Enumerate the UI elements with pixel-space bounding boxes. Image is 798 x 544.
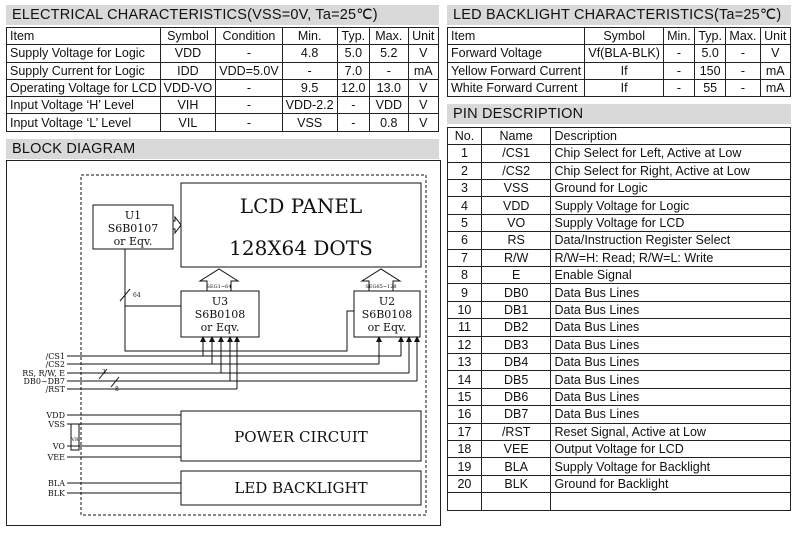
table-cell: 12.0: [337, 79, 370, 96]
table-cell: VEE: [481, 440, 551, 457]
u1-name: U1: [124, 209, 142, 222]
pin-description-title: PIN DESCRIPTION: [447, 104, 791, 124]
table-cell: mA: [760, 62, 791, 79]
table-cell: V: [408, 45, 438, 62]
table-cell: Data/Instruction Register Select: [551, 232, 791, 249]
table-cell: 10: [448, 301, 482, 318]
table-cell: If: [585, 79, 664, 96]
table-row: [448, 180, 791, 197]
table-cell: 6: [448, 232, 482, 249]
table-row: [448, 353, 791, 370]
vr-label: VR: [71, 437, 79, 443]
table-cell: 9.5: [282, 79, 337, 96]
table-row: [448, 284, 791, 301]
table-cell: 5.0: [694, 45, 726, 62]
column-header: Symbol: [585, 28, 664, 45]
table-cell: mA: [760, 79, 791, 96]
table-cell: 0.8: [370, 114, 408, 131]
table-row: [448, 214, 791, 231]
table-cell: DB4: [481, 353, 551, 370]
table-cell: Reset Signal, Active at Low: [551, 423, 791, 440]
table-cell: 4.8: [282, 45, 337, 62]
table-cell: -: [337, 114, 370, 131]
table-row: [448, 79, 791, 96]
power-circuit-label: POWER CIRCUIT: [234, 428, 368, 446]
sig-db: DB0~DB7: [23, 377, 65, 386]
sig-ctrl: RS, R/W, E: [22, 369, 65, 378]
table-row: [448, 62, 791, 79]
lcd-dots-label: 128X64 DOTS: [229, 236, 373, 260]
table-cell: -: [726, 62, 760, 79]
table-cell: -: [663, 45, 694, 62]
pin-description-table: [447, 127, 791, 511]
table-cell: -: [726, 45, 760, 62]
table-cell: 16: [448, 406, 482, 423]
u1-eqv: or Eqv.: [113, 235, 153, 248]
table-cell: 14: [448, 371, 482, 388]
sig-bla: BLA: [48, 479, 65, 488]
column-header: Item: [7, 28, 161, 45]
table-cell: Supply Current for Logic: [7, 62, 161, 79]
sig-vee: VEE: [47, 453, 65, 462]
u2-name: U2: [378, 295, 396, 308]
table-cell: Chip Select for Left, Active at Low: [551, 145, 791, 162]
table-cell: -: [216, 114, 282, 131]
column-header: Unit: [760, 28, 791, 45]
sig-vss: VSS: [48, 420, 65, 429]
sig-vo: VO: [52, 442, 65, 451]
table-cell: Data Bus Lines: [551, 319, 791, 336]
table-row: [448, 423, 791, 440]
table-cell: DB7: [481, 406, 551, 423]
pin-empty-row: [448, 493, 791, 511]
u3-seg-label: SEG1~64: [206, 284, 232, 290]
led-body: [448, 45, 791, 97]
table-cell: Ground for Backlight: [551, 475, 791, 492]
sig-rst: /RST: [45, 385, 65, 394]
table-cell: 12: [448, 336, 482, 353]
column-header: Item: [448, 28, 585, 45]
table-cell: R/W: [481, 249, 551, 266]
ctrl-count: 3: [102, 369, 106, 376]
table-cell: -: [370, 62, 408, 79]
table-cell: 18: [448, 440, 482, 457]
table-cell: V: [408, 97, 438, 114]
table-cell: Forward Voltage: [448, 45, 585, 62]
column-header: Typ.: [694, 28, 726, 45]
table-row: [448, 197, 791, 214]
table-row: [7, 45, 439, 62]
sig-cs2: /CS2: [45, 360, 65, 369]
table-cell: VDD: [370, 97, 408, 114]
table-cell: -: [216, 45, 282, 62]
led-header-row: [448, 28, 791, 45]
table-cell: VSS: [481, 180, 551, 197]
table-cell: 2: [448, 162, 482, 179]
table-cell: 4: [448, 197, 482, 214]
column-header: Condition: [216, 28, 282, 45]
table-row: [448, 45, 791, 62]
table-cell: Data Bus Lines: [551, 388, 791, 405]
table-cell: -: [726, 79, 760, 96]
u2-part: S6B0108: [361, 308, 413, 321]
table-cell: Data Bus Lines: [551, 284, 791, 301]
table-cell: 13.0: [370, 79, 408, 96]
table-row: [7, 114, 439, 131]
table-cell: 13: [448, 353, 482, 370]
column-header: Description: [551, 128, 791, 145]
table-cell: Supply Voltage for LCD: [551, 214, 791, 231]
table-row: [448, 249, 791, 266]
led-backlight-label: LED BACKLIGHT: [234, 479, 368, 497]
electrical-title: ELECTRICAL CHARACTERISTICS(VSS=0V, Ta=25℃): [6, 5, 439, 25]
table-cell: BLA: [481, 458, 551, 475]
table-cell: Yellow Forward Current: [448, 62, 585, 79]
table-row: [7, 97, 439, 114]
table-cell: E: [481, 267, 551, 284]
pin-header-row: [448, 128, 791, 145]
table-cell: 3: [448, 180, 482, 197]
column-header: Name: [481, 128, 551, 145]
table-cell: VIL: [160, 114, 216, 131]
led-backlight-title: LED BACKLIGHT CHARACTERISTICS(Ta=25℃): [447, 5, 791, 25]
table-cell: VDD: [160, 45, 216, 62]
table-row: [448, 371, 791, 388]
table-cell: R/W=H: Read; R/W=L: Write: [551, 249, 791, 266]
table-cell: DB6: [481, 388, 551, 405]
table-cell: DB2: [481, 319, 551, 336]
table-cell: 9: [448, 284, 482, 301]
table-cell: -: [216, 79, 282, 96]
table-cell: 5: [448, 214, 482, 231]
table-row: [448, 458, 791, 475]
column-header: Max.: [370, 28, 408, 45]
table-cell: 5.0: [337, 45, 370, 62]
sig-vdd: VDD: [46, 411, 65, 420]
table-cell: 55: [694, 79, 726, 96]
table-cell: V: [760, 45, 791, 62]
table-cell: 19: [448, 458, 482, 475]
block-diagram-title: BLOCK DIAGRAM: [6, 139, 439, 159]
column-header: Unit: [408, 28, 438, 45]
table-cell: 8: [448, 267, 482, 284]
table-cell: -: [663, 79, 694, 96]
electrical-table: [6, 27, 439, 132]
table-cell: Data Bus Lines: [551, 371, 791, 388]
table-cell: VDD: [481, 197, 551, 214]
u2-seg-label: SEG65~128: [365, 284, 397, 290]
table-cell: -: [216, 97, 282, 114]
table-cell: Supply Voltage for Logic: [7, 45, 161, 62]
sig-blk: BLK: [47, 489, 65, 498]
electrical-header-row: [7, 28, 439, 45]
db-count: 8: [115, 386, 119, 393]
table-cell: 7.0: [337, 62, 370, 79]
table-cell: DB1: [481, 301, 551, 318]
column-header: Symbol: [160, 28, 216, 45]
table-cell: /CS2: [481, 162, 551, 179]
column-header: Max.: [726, 28, 760, 45]
sig-cs1: /CS1: [45, 352, 65, 361]
table-cell: DB3: [481, 336, 551, 353]
table-cell: 11: [448, 319, 482, 336]
electrical-body: [7, 45, 439, 131]
u1-com-arrow: [173, 217, 181, 233]
table-cell: 20: [448, 475, 482, 492]
table-row: [448, 388, 791, 405]
table-cell: DB0: [481, 284, 551, 301]
table-row: [448, 162, 791, 179]
table-cell: RS: [481, 232, 551, 249]
table-row: [448, 406, 791, 423]
table-cell: VIH: [160, 97, 216, 114]
table-cell: VDD-2.2: [282, 97, 337, 114]
table-cell: 150: [694, 62, 726, 79]
table-cell: 5.2: [370, 45, 408, 62]
table-cell: BLK: [481, 475, 551, 492]
table-cell: VO: [481, 214, 551, 231]
u3-eqv: or Eqv.: [200, 321, 240, 334]
table-cell: V: [408, 79, 438, 96]
table-cell: Data Bus Lines: [551, 301, 791, 318]
table-cell: -: [663, 62, 694, 79]
table-cell: VSS: [282, 114, 337, 131]
table-row: [448, 319, 791, 336]
table-cell: DB5: [481, 371, 551, 388]
pin-body: [448, 145, 791, 493]
u1-u3-u2-link: [125, 249, 354, 351]
column-header: Typ.: [337, 28, 370, 45]
table-row: [448, 440, 791, 457]
table-cell: Input Voltage ‘H’ Level: [7, 97, 161, 114]
table-cell: 17: [448, 423, 482, 440]
table-cell: Vf(BLA-BLK): [585, 45, 664, 62]
table-row: [7, 79, 439, 96]
table-cell: -: [282, 62, 337, 79]
table-cell: 1: [448, 145, 482, 162]
table-cell: Operating Voltage for LCD: [7, 79, 161, 96]
table-cell: /CS1: [481, 145, 551, 162]
table-row: [448, 301, 791, 318]
table-cell: mA: [408, 62, 438, 79]
table-row: [448, 475, 791, 492]
table-cell: If: [585, 62, 664, 79]
u2-eqv: or Eqv.: [367, 321, 407, 334]
u3-part: S6B0108: [194, 308, 246, 321]
column-header: Min.: [282, 28, 337, 45]
table-cell: -: [337, 97, 370, 114]
table-cell: Output Voltage for LCD: [551, 440, 791, 457]
table-cell: VDD-VO: [160, 79, 216, 96]
table-cell: Supply Voltage for Backlight: [551, 458, 791, 475]
table-cell: Supply Voltage for Logic: [551, 197, 791, 214]
column-header: Min.: [663, 28, 694, 45]
block-diagram: [6, 160, 441, 526]
table-row: [448, 267, 791, 284]
table-cell: Enable Signal: [551, 267, 791, 284]
table-cell: Data Bus Lines: [551, 406, 791, 423]
table-cell: Data Bus Lines: [551, 336, 791, 353]
table-cell: Chip Select for Right, Active at Low: [551, 162, 791, 179]
table-cell: Ground for Logic: [551, 180, 791, 197]
column-header: No.: [448, 128, 482, 145]
table-cell: 15: [448, 388, 482, 405]
u3-name: U3: [211, 295, 229, 308]
table-row: [7, 62, 439, 79]
led-backlight-table: [447, 27, 791, 97]
table-cell: V: [408, 114, 438, 131]
com-count: 64: [133, 292, 141, 299]
table-row: [448, 336, 791, 353]
table-cell: /RST: [481, 423, 551, 440]
lcd-panel-label: LCD PANEL: [239, 194, 363, 218]
table-cell: 7: [448, 249, 482, 266]
u1-part: S6B0107: [107, 222, 159, 235]
table-cell: White Forward Current: [448, 79, 585, 96]
table-cell: VDD=5.0V: [216, 62, 282, 79]
table-cell: Data Bus Lines: [551, 353, 791, 370]
block-diagram-svg: [7, 161, 440, 525]
table-row: [448, 145, 791, 162]
table-row: [448, 232, 791, 249]
table-cell: IDD: [160, 62, 216, 79]
table-cell: Input Voltage ‘L’ Level: [7, 114, 161, 131]
